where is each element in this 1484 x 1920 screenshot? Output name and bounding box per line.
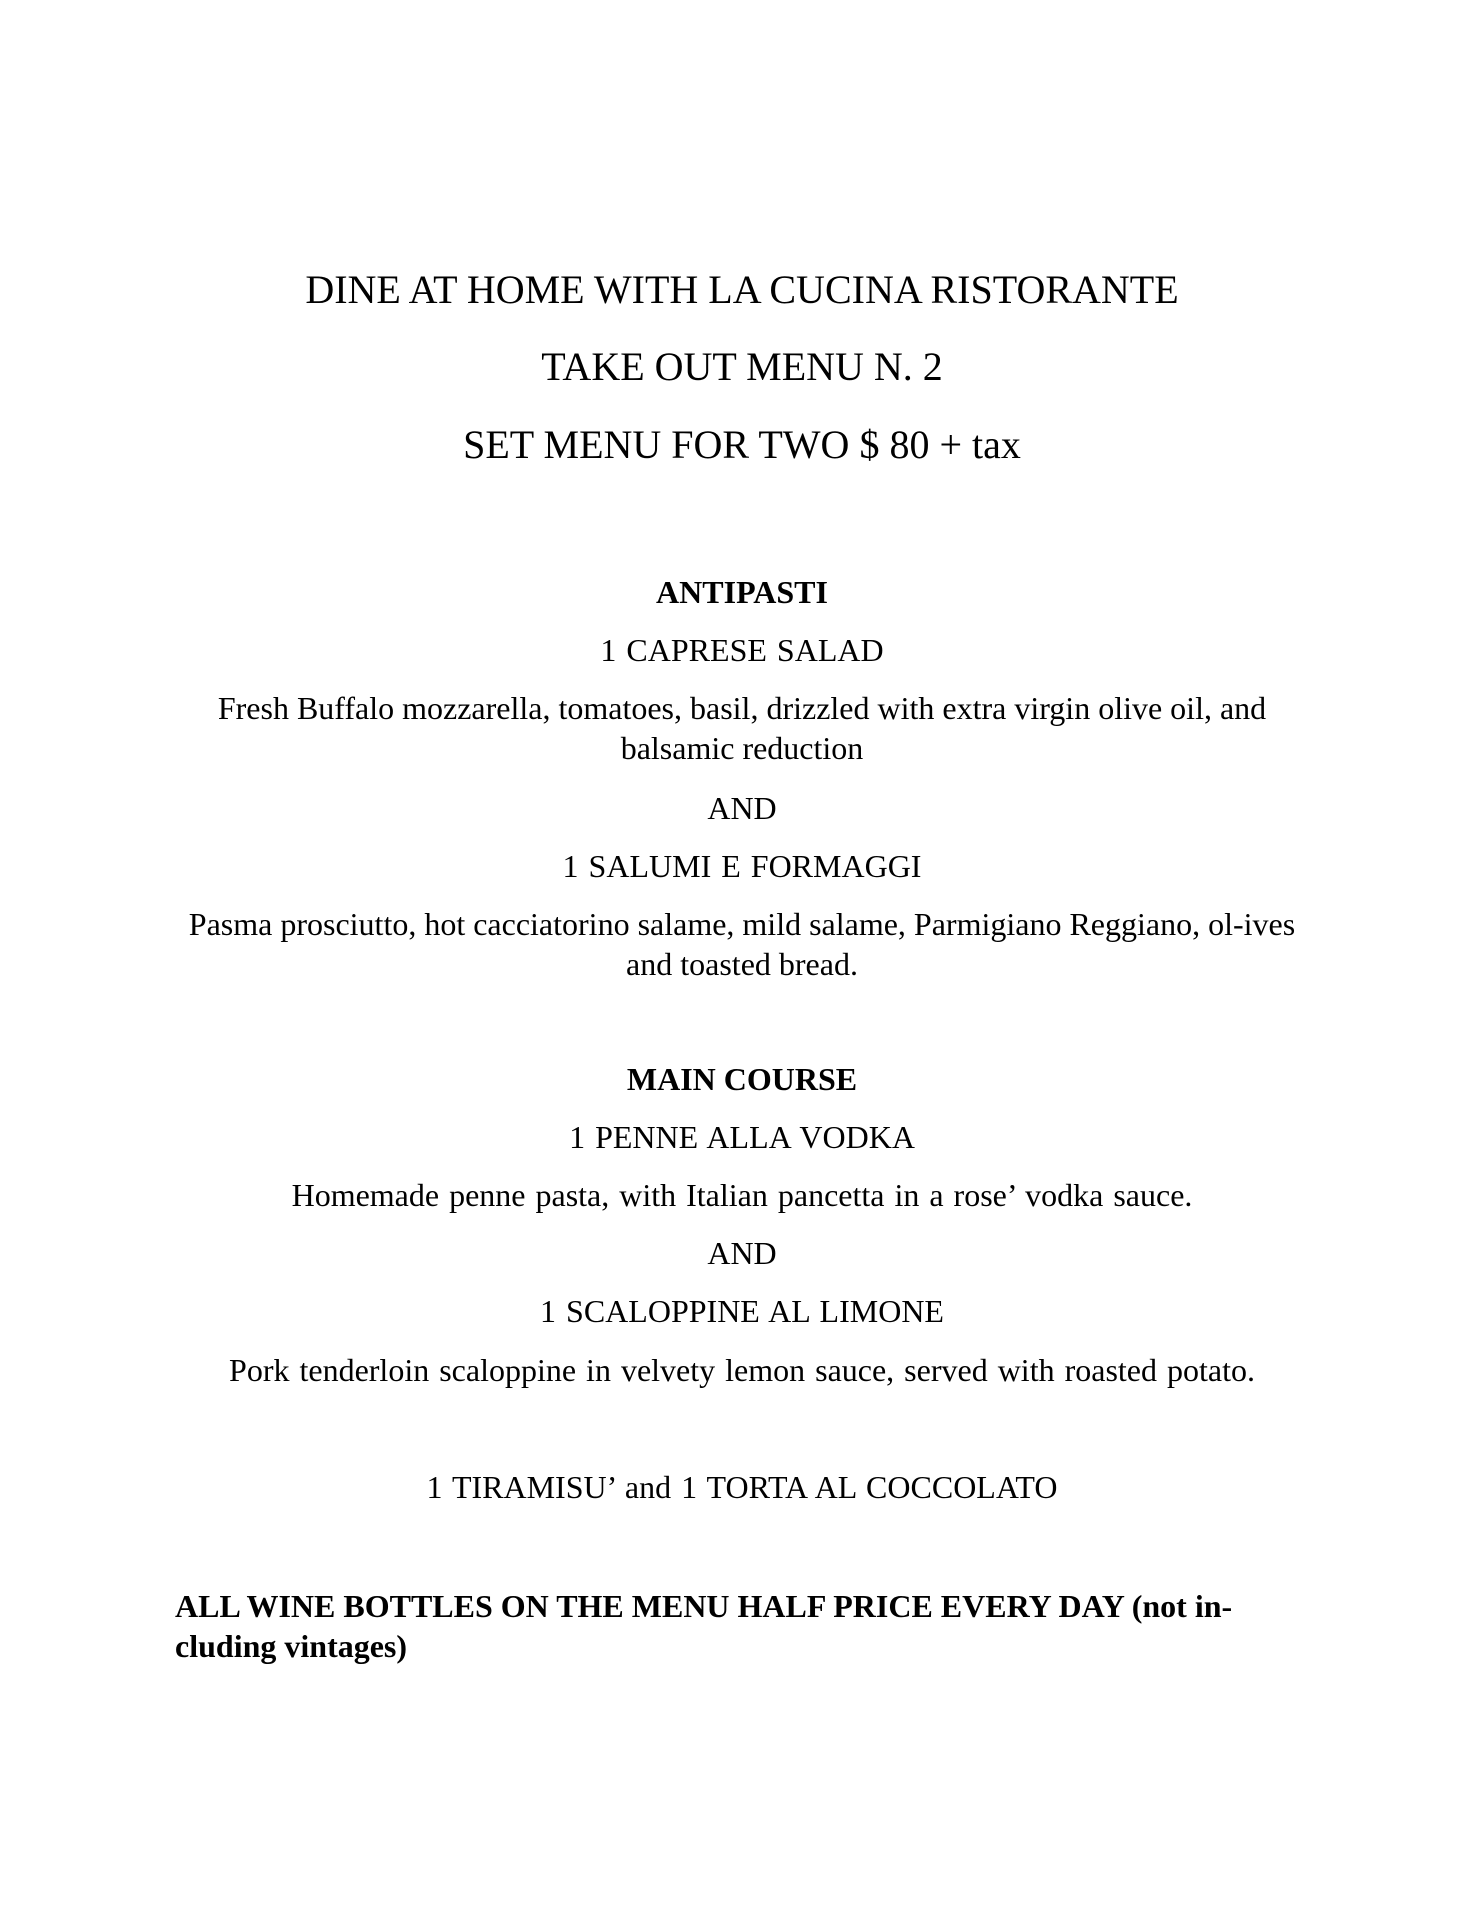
main-item-scaloppine: 1 SCALOPPINE AL LIMONE (540, 1293, 944, 1329)
antipasti-salumi-description: Pasma prosciutto, hot cacciatorino salame, mild salame, Parmigiano Reggiano, ol-ives and toasted bread. (188, 906, 1296, 982)
antipasti-item-salumi: 1 SALUMI E FORMAGGI (562, 848, 922, 884)
antipasti-and-separator: AND (707, 790, 777, 826)
antipasti-caprese-description: Fresh Buffalo mozzarella, tomatoes, basil, drizzled with extra virgin olive oil, and balsamic reduction (217, 690, 1267, 766)
antipasti-item-caprese: 1 CAPRESE SALAD (600, 632, 884, 668)
main-scaloppine-description: Pork tenderloin scaloppine in velvety lemon sauce, served with roasted potato. (229, 1352, 1255, 1388)
main-item-penne: 1 PENNE ALLA VODKA (569, 1119, 915, 1155)
menu-price-line: SET MENU FOR TWO $ 80 + tax (463, 422, 1021, 467)
menu-title: DINE AT HOME WITH LA CUCINA RISTORANTE (305, 267, 1179, 312)
main-penne-description: Homemade penne pasta, with Italian pancetta in a rose’ vodka sauce. (291, 1177, 1193, 1213)
menu-subtitle: TAKE OUT MENU N. 2 (541, 344, 943, 389)
wine-notice: ALL WINE BOTTLES ON THE MENU HALF PRICE EVERY DAY (not in-cluding vintages) (175, 1588, 1233, 1664)
antipasti-heading: ANTIPASTI (656, 574, 828, 610)
dessert-line: 1 TIRAMISU’ and 1 TORTA AL COCCOLATO (426, 1469, 1058, 1505)
main-and-separator: AND (707, 1235, 777, 1271)
main-course-heading: MAIN COURSE (626, 1061, 858, 1097)
